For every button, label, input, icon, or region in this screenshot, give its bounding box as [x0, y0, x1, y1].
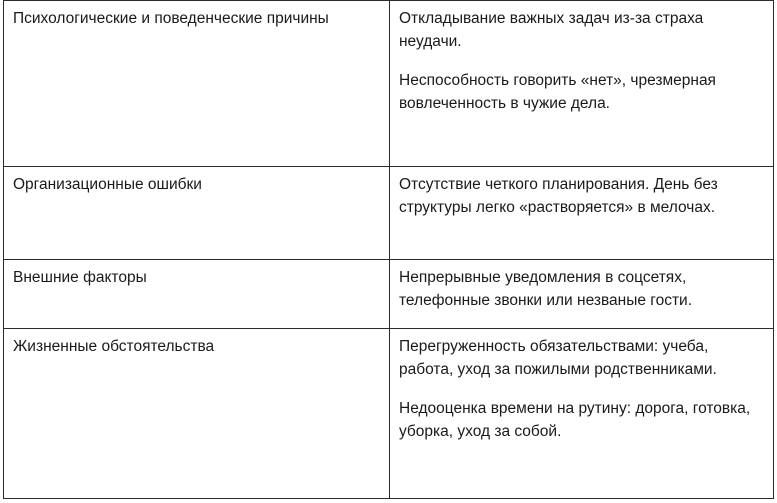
- example-text: Недооценка времени на рутину: дорога, готовка, уборка, уход за собой.: [399, 399, 751, 440]
- category-label: Внешние факторы: [13, 268, 147, 286]
- example-text: Отсутствие четкого планирования. День без структуры легко «растворяется» в мелочах.: [399, 176, 718, 216]
- example-text: Перегруженность обязательствами: учеба, работа, уход за пожилыми родственниками.: [399, 337, 717, 378]
- example-text: Неспособность говорить «нет», чрезмерная вовлеченность в чужие дела.: [399, 72, 716, 112]
- examples-cell: [390, 328, 774, 498]
- examples-cell: [390, 1, 774, 167]
- category-label: Организационные ошибки: [13, 176, 202, 193]
- example-text: Откладывание важных задач из-за страха неудачи.: [399, 10, 704, 50]
- category-cell: [4, 259, 390, 328]
- category-label: Психологические и поведенческие причины: [13, 10, 329, 27]
- table-row: [4, 167, 774, 260]
- category-cell: [4, 328, 390, 498]
- table-row: [4, 328, 774, 498]
- table-row: [4, 1, 774, 167]
- causes-table: [3, 0, 774, 499]
- examples-cell: [390, 167, 774, 260]
- category-cell: [4, 1, 390, 167]
- table-row: [4, 259, 774, 328]
- example-text: Непрерывные уведомления в соцсетях, телефонные звонки или незваные гости.: [399, 268, 693, 309]
- category-label: Жизненные обстоятельства: [13, 337, 215, 355]
- category-cell: [4, 167, 390, 260]
- examples-cell: [390, 259, 774, 328]
